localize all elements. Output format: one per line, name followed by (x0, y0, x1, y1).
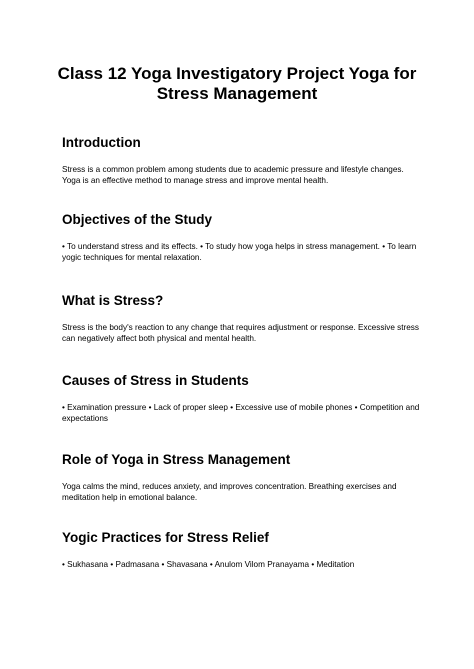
section-objectives (62, 212, 422, 263)
body-line-1: • To understand stress and its effects. • To study how yoga helps in stress management. • To learn (62, 242, 417, 251)
section-heading: What is Stress? (62, 293, 164, 308)
body-line-2: yogic techniques for mental relaxation. (62, 253, 202, 262)
section-introduction (62, 135, 422, 186)
section-body (62, 402, 422, 424)
title-line-2: Stress Management (156, 84, 318, 103)
body-line-1: Stress is the body's reaction to any change that requires adjustment or response. Excessive stress (62, 323, 419, 332)
body-line-1: Stress is a common problem among students due to academic pressure and lifestyle changes. (62, 165, 404, 174)
body-line-1: • Examination pressure • Lack of proper sleep • Excessive use of mobile phones • Competition and (62, 403, 420, 412)
document-title (40, 64, 434, 104)
section-causes-of-stress (62, 373, 422, 424)
body-line-1: Yoga calms the mind, reduces anxiety, and improves concentration. Breathing exercises and (62, 482, 397, 491)
section-body (62, 559, 422, 570)
section-body (62, 164, 422, 186)
section-body (62, 241, 422, 263)
section-what-is-stress (62, 293, 422, 344)
section-heading: Objectives of the Study (62, 212, 213, 227)
section-body (62, 322, 422, 344)
section-yogic-practices (62, 530, 422, 570)
section-heading: Causes of Stress in Students (62, 373, 249, 388)
section-body (62, 481, 422, 503)
section-role-of-yoga (62, 452, 422, 503)
body-line-2: Yoga is an effective method to manage stress and improve mental health. (62, 176, 329, 185)
section-heading: Yogic Practices for Stress Relief (62, 530, 269, 545)
section-heading: Introduction (62, 135, 141, 150)
title-line-1: Class 12 Yoga Investigatory Project Yoga for (57, 64, 417, 83)
body-line-2: can negatively affect both physical and mental health. (62, 334, 257, 343)
body-line-2: expectations (62, 414, 108, 423)
section-heading: Role of Yoga in Stress Management (62, 452, 291, 467)
body-line-2: meditation help in emotional balance. (62, 493, 198, 502)
body-line-1: • Sukhasana • Padmasana • Shavasana • Anulom Vilom Pranayama • Meditation (62, 560, 355, 569)
